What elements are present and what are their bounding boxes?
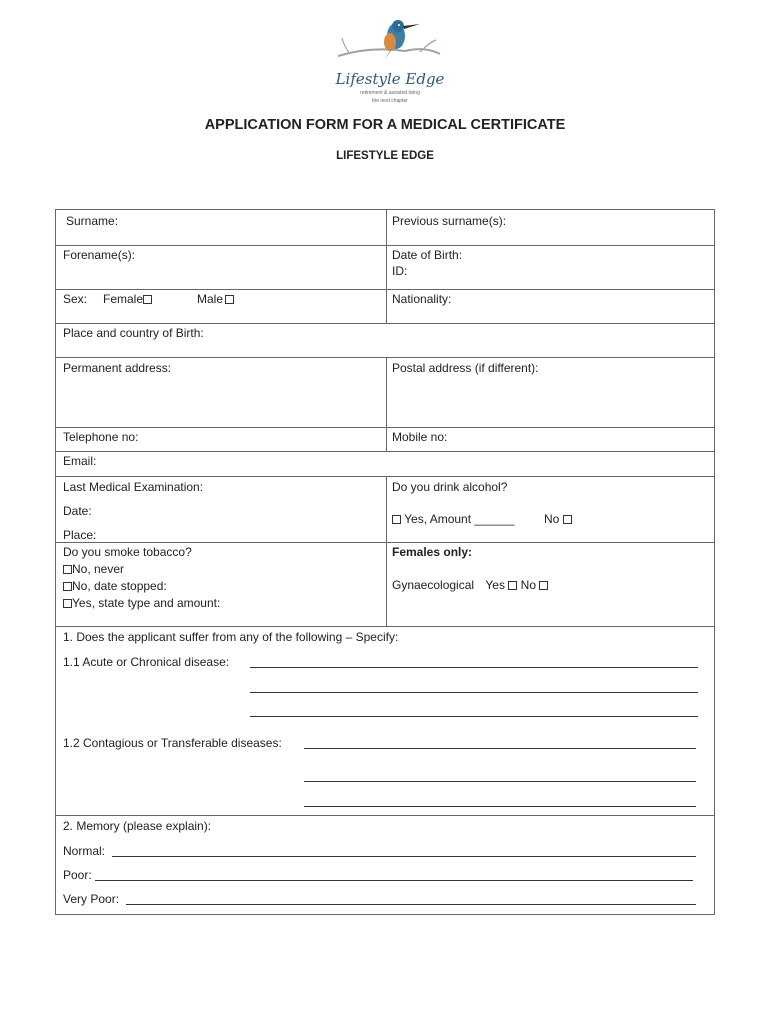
alcohol-no-label: No xyxy=(544,512,560,526)
alcohol-no-option[interactable] xyxy=(544,512,572,526)
q1-2-line-2[interactable] xyxy=(304,781,696,782)
kingfisher-logo xyxy=(330,16,450,106)
smoke-stopped-checkbox[interactable] xyxy=(63,582,72,591)
memory-very-poor-label: Very Poor: xyxy=(63,892,120,906)
permanent-address-label: Permanent address: xyxy=(63,361,172,375)
smoke-yes-option[interactable] xyxy=(63,596,220,610)
mobile-label: Mobile no: xyxy=(392,430,448,444)
alcohol-yes-checkbox[interactable] xyxy=(392,515,401,524)
memory-normal-line[interactable] xyxy=(112,856,696,857)
gyn-no-label: No xyxy=(520,578,537,592)
q1-2-line-3[interactable] xyxy=(304,806,696,807)
smoke-stopped-label: No, date stopped: xyxy=(72,579,167,593)
male-label: Male xyxy=(197,292,224,306)
memory-normal-label: Normal: xyxy=(63,844,106,858)
female-checkbox[interactable] xyxy=(143,295,152,304)
alcohol-yes-option[interactable] xyxy=(392,512,514,526)
memory-poor-line[interactable] xyxy=(95,880,693,881)
smoke-never-label: No, never xyxy=(72,562,125,576)
female-label: Female xyxy=(103,292,144,306)
dob-label: Date of Birth: xyxy=(392,248,463,262)
id-label: ID: xyxy=(392,264,408,278)
telephone-label: Telephone no: xyxy=(63,430,139,444)
q1-heading: 1. Does the applicant suffer from any of the following – Specify: xyxy=(63,630,399,644)
logo-tagline: retirement & assisted living xyxy=(360,90,420,96)
smoke-yes-checkbox[interactable] xyxy=(63,599,72,608)
females-only-heading: Females only: xyxy=(392,545,473,559)
smoke-stopped-option[interactable] xyxy=(63,579,167,593)
page-subtitle: LIFESTYLE EDGE xyxy=(336,150,434,162)
male-option[interactable] xyxy=(197,292,234,306)
alcohol-no-checkbox[interactable] xyxy=(563,515,572,524)
application-form xyxy=(55,209,715,915)
memory-poor-label: Poor: xyxy=(63,868,92,882)
gyn-yes-label: Yes xyxy=(485,578,505,592)
logo-brand: Lifestyle Edge xyxy=(335,70,445,88)
alcohol-question: Do you drink alcohol? xyxy=(392,480,508,494)
memory-very-poor-line[interactable] xyxy=(126,904,696,905)
q1-2-label: 1.2 Contagious or Transferable diseases: xyxy=(63,736,282,750)
page-title: APPLICATION FORM FOR A MEDICAL CERTIFICATE xyxy=(204,117,566,133)
q1-1-label: 1.1 Acute or Chronical disease: xyxy=(63,655,230,669)
smoke-never-option[interactable] xyxy=(63,562,124,576)
female-option[interactable] xyxy=(103,292,152,306)
logo-sub: the next chapter xyxy=(372,98,408,104)
gyn-yes-checkbox[interactable] xyxy=(508,581,517,590)
nationality-label: Nationality: xyxy=(392,292,452,306)
male-checkbox[interactable] xyxy=(225,295,234,304)
surname-label: Surname: xyxy=(66,214,119,228)
last-exam-label: Last Medical Examination: xyxy=(63,480,204,494)
q2-heading: 2. Memory (please explain): xyxy=(63,819,212,833)
exam-date-label: Date: xyxy=(63,504,92,518)
birth-place-label: Place and country of Birth: xyxy=(63,326,204,340)
q1-1-line-3[interactable] xyxy=(250,716,698,717)
sex-label: Sex: xyxy=(63,292,88,306)
q1-1-line-2[interactable] xyxy=(250,692,698,693)
previous-surname-label: Previous surname(s): xyxy=(392,214,507,228)
smoke-never-checkbox[interactable] xyxy=(63,565,72,574)
q1-2-line-1[interactable] xyxy=(304,748,696,749)
alcohol-yes-label: Yes, Amount ______ xyxy=(404,512,515,526)
forenames-label: Forename(s): xyxy=(63,248,136,262)
q1-1-line-1[interactable] xyxy=(250,667,698,668)
postal-address-label: Postal address (if different): xyxy=(392,361,539,375)
exam-place-label: Place: xyxy=(63,528,97,542)
email-label: Email: xyxy=(63,454,97,468)
gyn-row xyxy=(392,578,548,592)
gyn-label: Gynaecological xyxy=(392,578,475,592)
gyn-no-checkbox[interactable] xyxy=(539,581,548,590)
smoke-yes-label: Yes, state type and amount: xyxy=(72,596,221,610)
smoke-question: Do you smoke tobacco? xyxy=(63,545,192,559)
